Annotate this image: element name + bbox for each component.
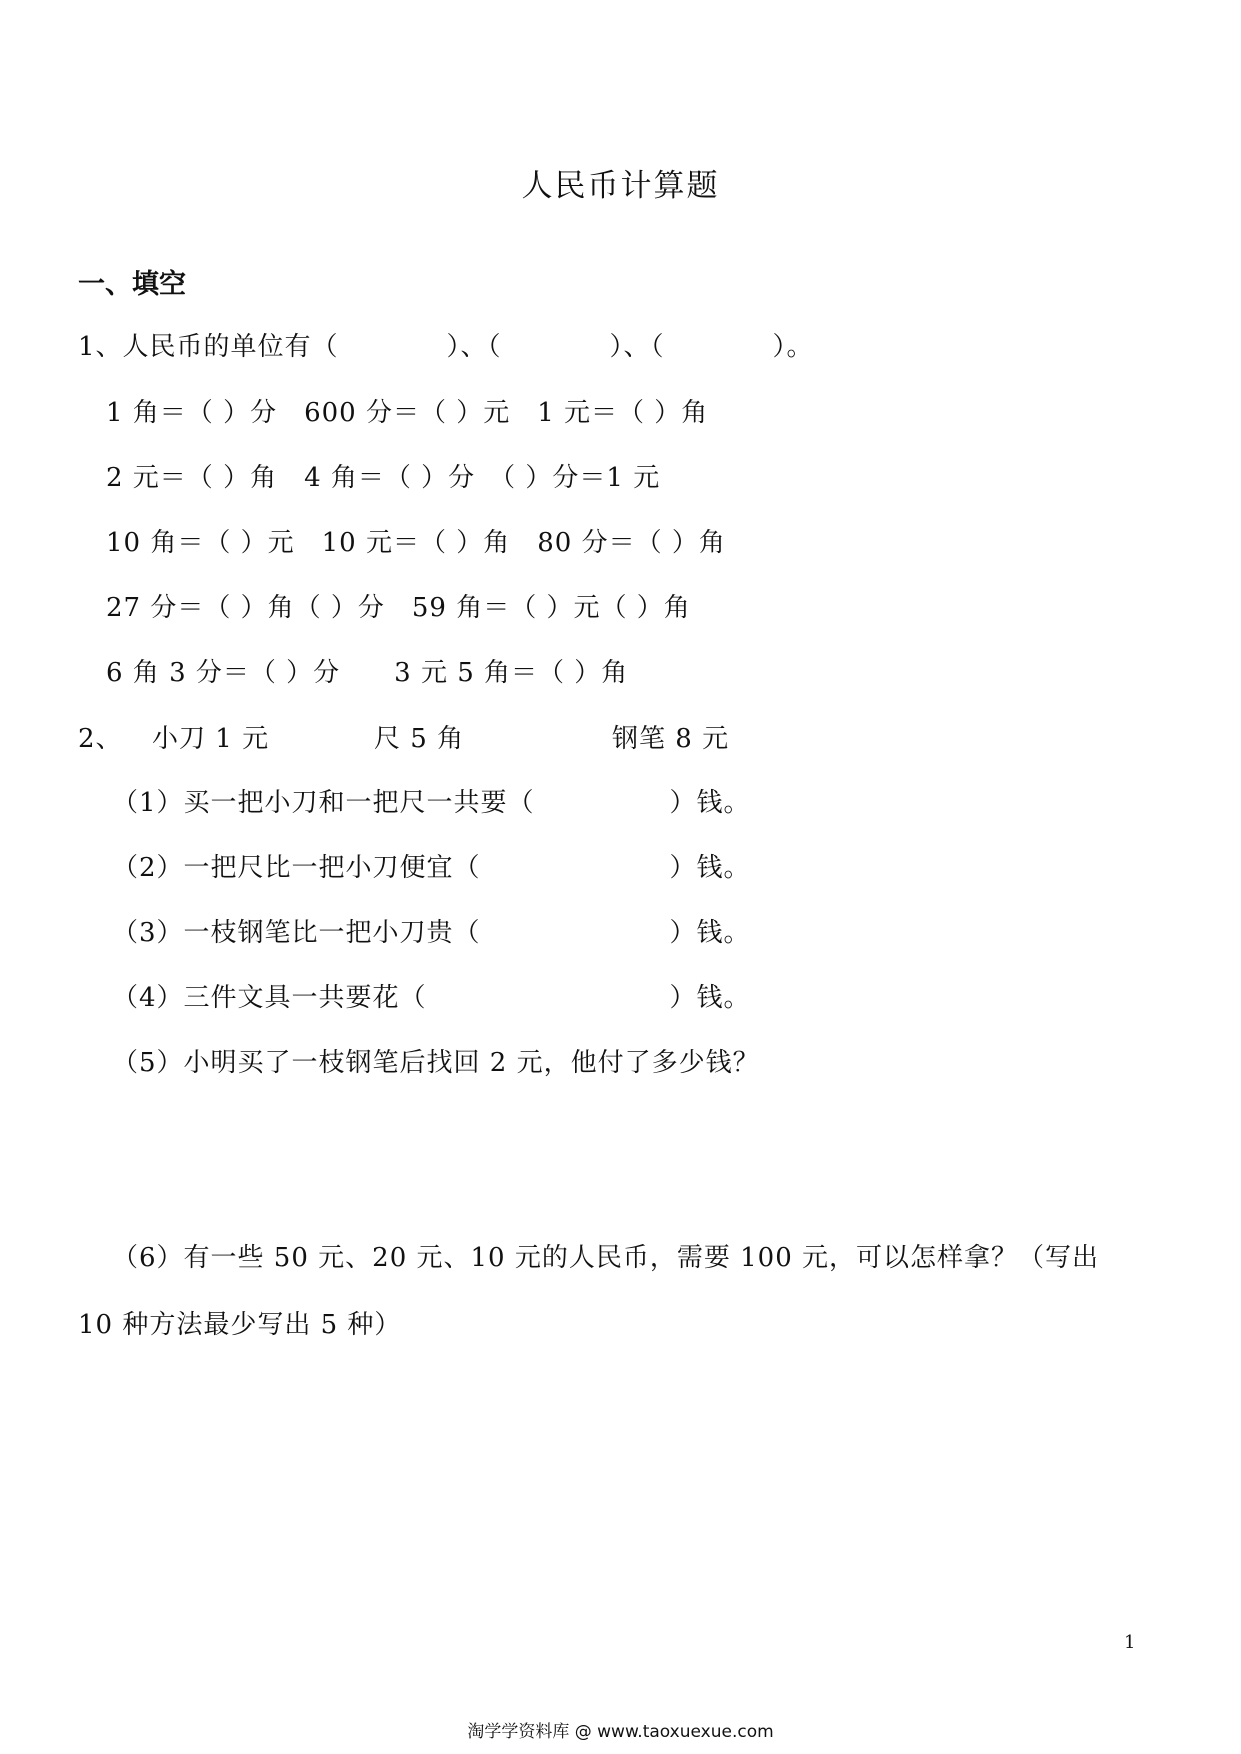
q2-sub-5: （5）小明买了一枝钢笔后找回 2 元，他付了多少钱？: [112, 1048, 760, 1078]
q2-sub-4: （4）三件文具一共要花（ ）钱。: [112, 983, 751, 1013]
q1-row-2: 2 元＝（ ）角 4 角＝（ ）分 （ ）分＝1 元: [106, 463, 661, 493]
q2-sub-6-line-2: 10 种方法最少写出 5 种）: [78, 1310, 402, 1340]
q1-row-3: 10 角＝（ ）元 10 元＝（ ）角 80 分＝（ ）角: [106, 528, 726, 558]
q1-row-4: 27 分＝（ ）角（ ）分 59 角＝（ ）元（ ）角: [106, 593, 691, 623]
q2-sub-1: （1）买一把小刀和一把尺一共要（ ）钱。: [112, 788, 751, 818]
section-heading-fill-blank: 一、填空: [78, 269, 186, 300]
q1-row-1: 1 角＝（ ）分 600 分＝（ ）元 1 元＝（ ）角: [106, 398, 709, 428]
q1-intro: 1、人民币的单位有（ ）、（ ）、（ ）。: [78, 332, 814, 362]
footer-watermark: 淘学学资料库 @ www.taoxuexue.com: [467, 1722, 774, 1742]
q2-item-ruler: 尺 5 角: [374, 724, 465, 754]
page-title: 人民币计算题: [521, 168, 720, 204]
q2-sub-6-line-1: （6）有一些 50 元、20 元、10 元的人民币，需要 100 元，可以怎样拿？（写出: [112, 1243, 1100, 1273]
q2-sub-2: （2）一把尺比一把小刀便宜（ ）钱。: [112, 853, 751, 883]
q1-row-5: 6 角 3 分＝（ ）分 3 元 5 角＝（ ）角: [106, 658, 629, 688]
q2-sub-3: （3）一枝钢笔比一把小刀贵（ ）钱。: [112, 918, 751, 948]
page-number: 1: [1124, 1632, 1136, 1653]
q2-item-pen: 钢笔 8 元: [612, 724, 730, 754]
q2-number: 2、: [78, 724, 123, 754]
q2-item-knife: 小刀 1 元: [152, 724, 270, 754]
